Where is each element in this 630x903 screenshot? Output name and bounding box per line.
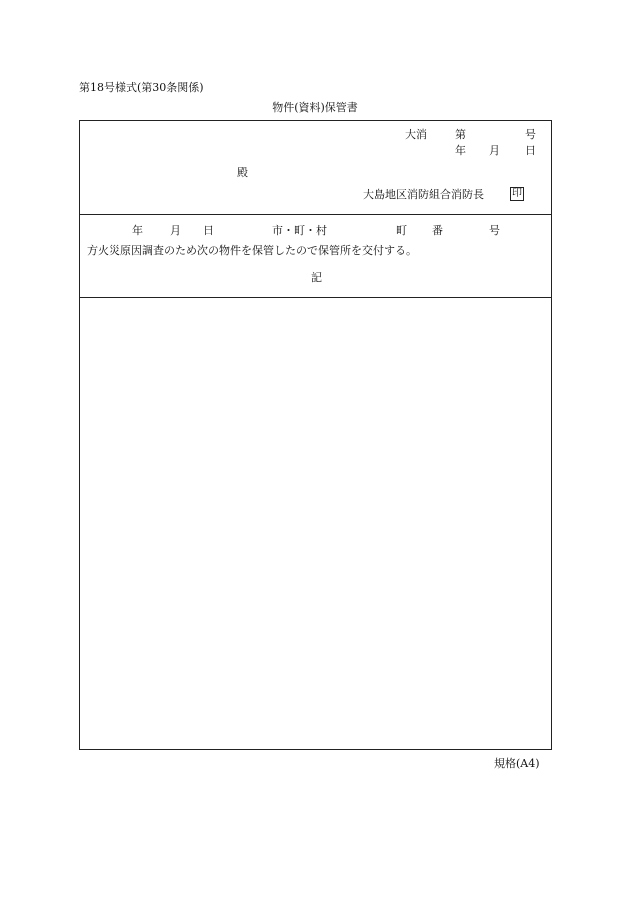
form-number: 第18号様式(第30条関係): [79, 81, 204, 94]
fire-town-label: 町: [396, 224, 407, 237]
fire-go-label: 号: [489, 224, 500, 237]
seal-mark: 印: [512, 188, 522, 199]
form-box: [79, 120, 552, 750]
number-prefix: 第: [455, 128, 466, 141]
issue-month-label: 月: [489, 144, 500, 157]
fire-month-label: 月: [170, 224, 181, 237]
issuer-name: 大島地区消防組合消防長: [363, 188, 484, 201]
fire-year-label: 年: [132, 224, 143, 237]
fire-banchi-label: 番: [432, 224, 443, 237]
fire-day-label: 日: [203, 224, 214, 237]
number-suffix: 号: [525, 128, 536, 141]
issue-day-label: 日: [525, 144, 536, 157]
document-title: 物件(資料)保管書: [272, 101, 358, 114]
section-divider: [80, 214, 551, 215]
section-divider: [80, 297, 551, 298]
addressee-suffix: 殿: [237, 166, 248, 179]
fire-city-label: 市・町・村: [272, 224, 327, 237]
paper-spec-label: 規格(A4): [494, 757, 540, 770]
statement-text: 方火災原因調査のため次の物件を保管したので保管所を交付する。: [87, 244, 417, 257]
issue-year-label: 年: [455, 144, 466, 157]
office-prefix: 大消: [405, 128, 427, 141]
ki-label: 記: [311, 271, 322, 284]
